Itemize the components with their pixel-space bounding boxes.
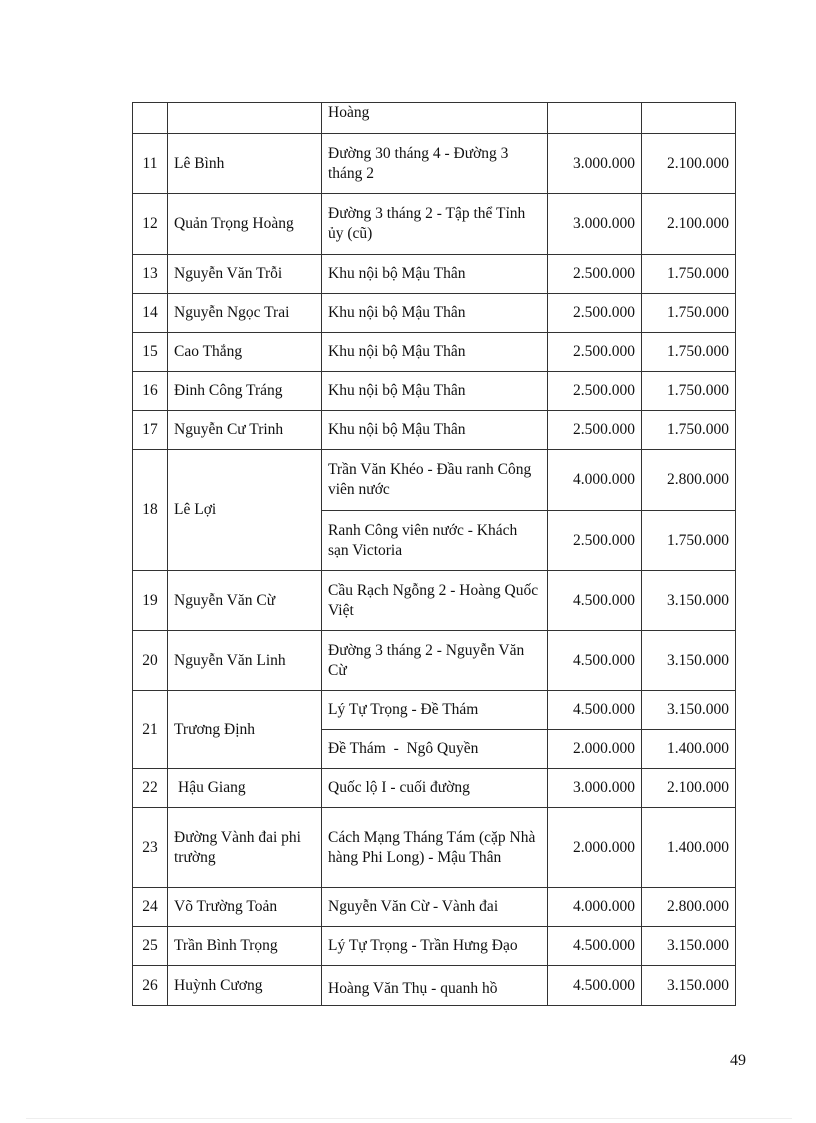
price-column-2: 2.100.000 (642, 194, 736, 255)
street-name: Hậu Giang (168, 769, 322, 808)
land-price-table (132, 102, 736, 1006)
table-row (133, 411, 736, 450)
table-row (133, 927, 736, 966)
price-column-1: 3.000.000 (548, 769, 642, 808)
street-segment: Khu nội bộ Mậu Thân (322, 255, 548, 294)
price-column-2: 1.750.000 (642, 333, 736, 372)
street-segment: Nguyễn Văn Cừ - Vành đai (322, 888, 548, 927)
price-column-1: 3.000.000 (548, 194, 642, 255)
price-column-2: 1.750.000 (642, 372, 736, 411)
street-segment: Khu nội bộ Mậu Thân (322, 294, 548, 333)
table-row (133, 194, 736, 255)
row-number: 25 (133, 927, 168, 966)
price-column-1: 2.500.000 (548, 333, 642, 372)
street-segment: Đường 30 tháng 4 - Đường 3 tháng 2 (322, 134, 548, 194)
street-segment: Quốc lộ I - cuối đường (322, 769, 548, 808)
table-row (133, 103, 736, 134)
price-column-2: 1.400.000 (642, 730, 736, 769)
price-column-2: 3.150.000 (642, 571, 736, 631)
price-column-2: 3.150.000 (642, 691, 736, 730)
price-column-1: 2.500.000 (548, 411, 642, 450)
street-segment: Khu nội bộ Mậu Thân (322, 333, 548, 372)
row-number: 23 (133, 808, 168, 888)
price-column-1: 2.500.000 (548, 372, 642, 411)
price-column-1: 4.500.000 (548, 966, 642, 1006)
street-segment: Cách Mạng Tháng Tám (cặp Nhà hàng Phi Long) - Mậu Thân (322, 808, 548, 888)
price-column-2: 2.100.000 (642, 134, 736, 194)
street-name: Đường Vành đai phi trường (168, 808, 322, 888)
row-number: 18 (133, 450, 168, 571)
street-name: Nguyễn Văn Linh (168, 631, 322, 691)
price-column-1: 2.000.000 (548, 730, 642, 769)
row-number (133, 103, 168, 134)
row-number: 17 (133, 411, 168, 450)
price-column-2: 1.750.000 (642, 511, 736, 571)
price-column-1: 4.500.000 (548, 927, 642, 966)
table-row (133, 372, 736, 411)
price-column-1: 4.500.000 (548, 571, 642, 631)
street-segment: Ranh Công viên nước - Khách sạn Victoria (322, 511, 548, 571)
street-segment: Khu nội bộ Mậu Thân (322, 411, 548, 450)
table-row (133, 631, 736, 691)
street-name: Huỳnh Cương (168, 966, 322, 1006)
street-segment: Đường 3 tháng 2 - Nguyễn Văn Cừ (322, 631, 548, 691)
street-name: Đinh Công Tráng (168, 372, 322, 411)
price-column-2: 3.150.000 (642, 966, 736, 1006)
street-name: Lê Bình (168, 134, 322, 194)
street-name: Võ Trường Toản (168, 888, 322, 927)
row-number: 24 (133, 888, 168, 927)
street-segment: Cầu Rạch Ngỗng 2 - Hoàng Quốc Việt (322, 571, 548, 631)
row-number: 26 (133, 966, 168, 1006)
price-column-1: 3.000.000 (548, 134, 642, 194)
row-number: 15 (133, 333, 168, 372)
street-name: Quản Trọng Hoàng (168, 194, 322, 255)
table-row (133, 769, 736, 808)
table-row (133, 255, 736, 294)
table-row (133, 966, 736, 1006)
table-row (133, 450, 736, 511)
street-name: Nguyễn Văn Trỗi (168, 255, 322, 294)
table-row (133, 808, 736, 888)
street-name: Trần Bình Trọng (168, 927, 322, 966)
row-number: 20 (133, 631, 168, 691)
price-column-1: 4.500.000 (548, 631, 642, 691)
price-column-2: 2.800.000 (642, 888, 736, 927)
price-column-2: 2.100.000 (642, 769, 736, 808)
street-name: Trương Định (168, 691, 322, 769)
street-name (168, 103, 322, 134)
page-number: 49 (730, 1052, 746, 1069)
price-column-2: 1.750.000 (642, 255, 736, 294)
street-segment: Lý Tự Trọng - Trần Hưng Đạo (322, 927, 548, 966)
row-number: 13 (133, 255, 168, 294)
price-column-1: 4.500.000 (548, 691, 642, 730)
table-row (133, 691, 736, 730)
price-column-1: 4.000.000 (548, 888, 642, 927)
price-column-1: 2.500.000 (548, 294, 642, 333)
price-column-2: 1.750.000 (642, 294, 736, 333)
price-column-2: 3.150.000 (642, 927, 736, 966)
table-row (133, 134, 736, 194)
street-segment: Khu nội bộ Mậu Thân (322, 372, 548, 411)
row-number: 14 (133, 294, 168, 333)
row-number: 19 (133, 571, 168, 631)
row-number: 21 (133, 691, 168, 769)
row-number: 22 (133, 769, 168, 808)
street-name: Nguyễn Ngọc Trai (168, 294, 322, 333)
street-name: Nguyễn Văn Cừ (168, 571, 322, 631)
table-row (133, 888, 736, 927)
page-bottom-divider (26, 1118, 792, 1119)
price-column-1 (548, 103, 642, 134)
row-number: 12 (133, 194, 168, 255)
price-column-2 (642, 103, 736, 134)
street-segment: Lý Tự Trọng - Đề Thám (322, 691, 548, 730)
street-segment: Đề Thám - Ngô Quyền (322, 730, 548, 769)
price-column-2: 3.150.000 (642, 631, 736, 691)
price-column-2: 1.400.000 (642, 808, 736, 888)
street-name: Lê Lợi (168, 450, 322, 571)
price-column-2: 1.750.000 (642, 411, 736, 450)
table-row (133, 571, 736, 631)
table-row (133, 333, 736, 372)
price-column-1: 2.500.000 (548, 511, 642, 571)
table-row (133, 294, 736, 333)
price-column-1: 4.000.000 (548, 450, 642, 511)
price-column-1: 2.000.000 (548, 808, 642, 888)
street-segment: Hoàng (322, 103, 548, 134)
street-segment: Đường 3 tháng 2 - Tập thể Tỉnh ủy (cũ) (322, 194, 548, 255)
street-segment: Trần Văn Khéo - Đầu ranh Công viên nước (322, 450, 548, 511)
price-column-2: 2.800.000 (642, 450, 736, 511)
street-name: Cao Thắng (168, 333, 322, 372)
row-number: 11 (133, 134, 168, 194)
street-name: Nguyễn Cư Trinh (168, 411, 322, 450)
row-number: 16 (133, 372, 168, 411)
street-segment: Hoàng Văn Thụ - quanh hồ (322, 966, 548, 1006)
price-column-1: 2.500.000 (548, 255, 642, 294)
